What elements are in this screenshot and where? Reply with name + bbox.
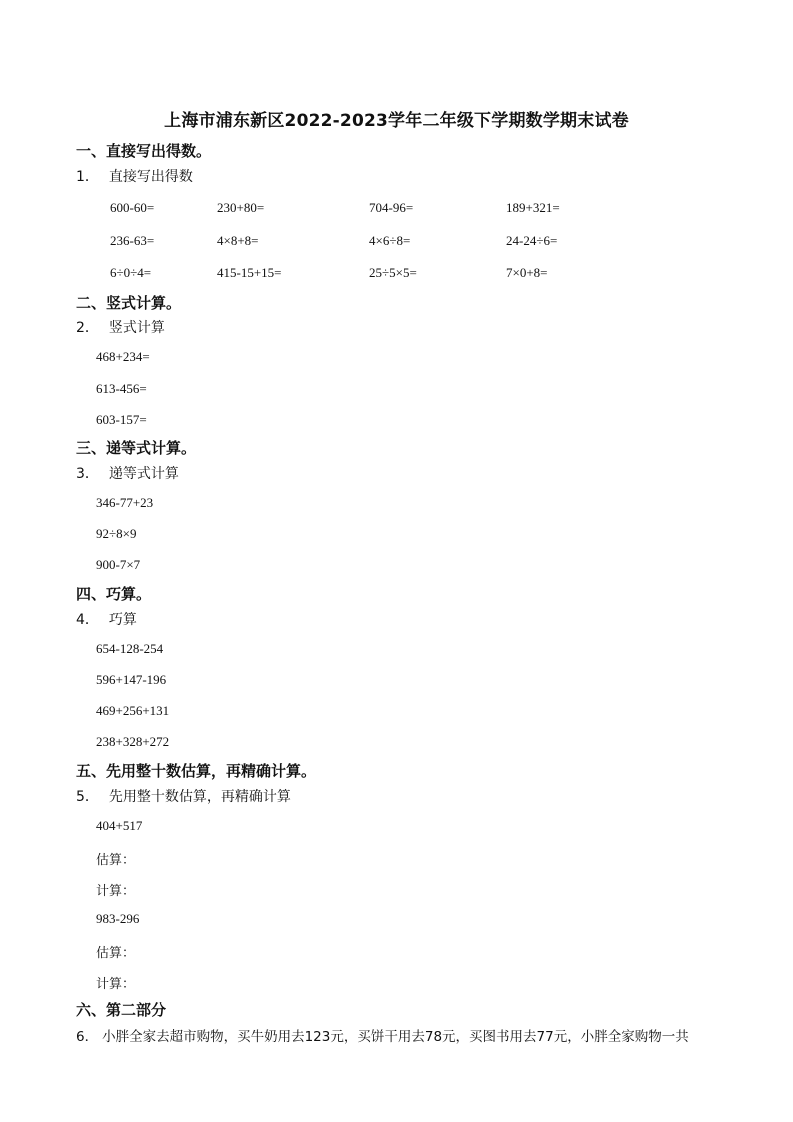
question-6	[76, 1025, 689, 1045]
problem-cell: 415-15+15=	[217, 265, 282, 280]
problem-line: 92÷8×9	[96, 526, 137, 541]
problem-line: 404+517	[96, 818, 143, 833]
section-heading-5: 五、先用整十数估算，再精确计算。	[76, 762, 317, 780]
page-title: 上海市浦东新区2022-2023学年二年级下学期数学期末试卷	[164, 111, 629, 131]
question-number: 1．	[76, 169, 99, 185]
question-text: 递等式计算	[108, 466, 179, 482]
problem-line: 983-296	[96, 911, 140, 926]
question-4	[76, 609, 137, 629]
section-heading-2: 二、竖式计算。	[76, 294, 182, 312]
question-number: 5．	[76, 789, 99, 805]
problem-cell: 4×6÷8=	[369, 233, 411, 248]
question-3	[76, 463, 179, 483]
section-heading-3: 三、递等式计算。	[76, 439, 197, 457]
estimate-label: 估算：	[96, 853, 136, 868]
problem-cell: 24-24÷6=	[506, 233, 558, 248]
question-number: 6．	[76, 1029, 99, 1045]
problem-line: 469+256+131	[96, 703, 170, 718]
problem-cell: 704-96=	[369, 200, 414, 215]
problem-line: 603-157=	[96, 412, 147, 427]
problem-cell: 600-60=	[110, 200, 155, 215]
problem-line: 346-77+23	[96, 495, 154, 510]
question-2	[76, 317, 165, 337]
question-number: 3．	[76, 466, 99, 482]
problem-line: 900-7×7	[96, 557, 141, 572]
question-text: 先用整十数估算，再精确计算	[108, 789, 291, 805]
problem-line: 596+147-196	[96, 672, 167, 687]
problem-line: 468+234=	[96, 349, 150, 364]
section-heading-4: 四、巧算。	[76, 585, 152, 603]
problem-cell: 6÷0÷4=	[110, 265, 152, 280]
question-text: 竖式计算	[108, 320, 165, 336]
problem-line: 238+328+272	[96, 734, 170, 749]
problem-cell: 7×0+8=	[506, 265, 548, 280]
problem-cell: 25÷5×5=	[369, 265, 417, 280]
question-text: 直接写出得数	[108, 169, 193, 185]
question-number: 4．	[76, 612, 99, 628]
question-text: 巧算	[108, 612, 137, 628]
problem-cell: 230+80=	[217, 200, 265, 215]
question-number: 2．	[76, 320, 99, 336]
problem-cell: 236-63=	[110, 233, 155, 248]
problem-line: 654-128-254	[96, 641, 164, 656]
question-5	[76, 786, 291, 806]
question-text: 小胖全家去超市购物，买牛奶用去123元，买饼干用去78元，买图书用去77元，小胖全家购物一共	[102, 1029, 689, 1045]
problem-cell: 189+321=	[506, 200, 560, 215]
calculate-label: 计算：	[96, 977, 136, 992]
problem-line: 613-456=	[96, 381, 147, 396]
section-heading-1: 一、直接写出得数。	[76, 142, 212, 160]
question-1	[76, 166, 193, 186]
section-heading-6: 六、第二部分	[76, 1001, 167, 1019]
calculate-label: 计算：	[96, 884, 136, 899]
problem-cell: 4×8+8=	[217, 233, 259, 248]
estimate-label: 估算：	[96, 946, 136, 961]
